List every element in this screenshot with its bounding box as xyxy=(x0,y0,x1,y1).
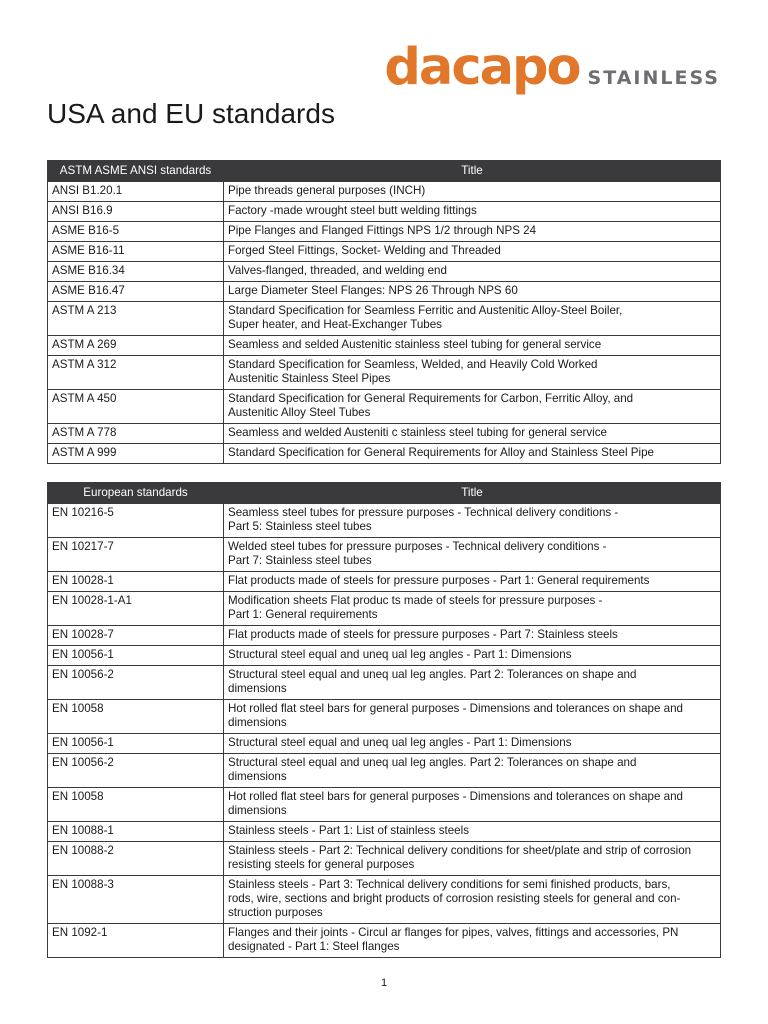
standard-title-cell: Welded steel tubes for pressure purposes - Technical delivery conditions - Part 7: Stainless steel tubes xyxy=(224,538,721,572)
standard-code-cell: ASTM A 213 xyxy=(48,302,224,336)
standard-title-cell: Standard Specification for Seamless, Welded, and Heavily Cold Worked Austenitic Stainless Steel Pipes xyxy=(224,356,721,390)
table-row xyxy=(48,302,721,336)
standard-code-cell: EN 10028-7 xyxy=(48,626,224,646)
standard-title-cell: Stainless steels - Part 2: Technical delivery conditions for sheet/plate and strip of corrosion resisting steels for general purposes xyxy=(224,842,721,876)
standard-title-cell: Seamless and selded Austenitic stainless steel tubing for general service xyxy=(224,336,721,356)
standard-code-cell: ASTM A 450 xyxy=(48,390,224,424)
standard-code-cell: ASME B16.47 xyxy=(48,282,224,302)
usa-table-body xyxy=(48,182,721,464)
table-row xyxy=(48,242,721,262)
logo-wordmark: dacapo xyxy=(384,38,580,97)
column-header-standard: ASTM ASME ANSI standards xyxy=(48,161,224,182)
standard-title-cell: Hot rolled flat steel bars for general purposes - Dimensions and tolerances on shape and dimensions xyxy=(224,700,721,734)
table-row xyxy=(48,390,721,424)
table-row xyxy=(48,222,721,242)
table-header-row xyxy=(48,161,721,182)
table-row xyxy=(48,734,721,754)
table-row xyxy=(48,626,721,646)
standard-title-cell: Standard Specification for General Requirements for Alloy and Stainless Steel Pipe xyxy=(224,444,721,464)
standard-code-cell: EN 10056-1 xyxy=(48,734,224,754)
page-number: 1 xyxy=(380,977,388,989)
standard-title-cell: Large Diameter Steel Flanges: NPS 26 Through NPS 60 xyxy=(224,282,721,302)
column-header-title: Title xyxy=(224,161,721,182)
standard-title-cell: Seamless and welded Austeniti c stainless steel tubing for general service xyxy=(224,424,721,444)
logo-subtext: STAINLESS xyxy=(587,67,720,89)
standard-title-cell: Hot rolled flat steel bars for general purposes - Dimensions and tolerances on shape and dimensions xyxy=(224,788,721,822)
standard-title-cell: Modification sheets Flat produc ts made of steels for pressure purposes - Part 1: General requirements xyxy=(224,592,721,626)
table-row xyxy=(48,876,721,924)
standard-title-cell: Pipe Flanges and Flanged Fittings NPS 1/2 through NPS 24 xyxy=(224,222,721,242)
standard-code-cell: ANSI B1.20.1 xyxy=(48,182,224,202)
standard-code-cell: EN 10088-3 xyxy=(48,876,224,924)
standard-code-cell: EN 10216-5 xyxy=(48,504,224,538)
standard-title-cell: Forged Steel Fittings, Socket- Welding and Threaded xyxy=(224,242,721,262)
table-row xyxy=(48,202,721,222)
standard-code-cell: ASTM A 312 xyxy=(48,356,224,390)
standard-title-cell: Standard Specification for General Requirements for Carbon, Ferritic Alloy, and Austenitic Alloy Steel Tubes xyxy=(224,390,721,424)
standard-title-cell: Seamless steel tubes for pressure purposes - Technical delivery conditions - Part 5: Stainless steel tubes xyxy=(224,504,721,538)
standard-code-cell: EN 1092-1 xyxy=(48,924,224,958)
table-row xyxy=(48,504,721,538)
standard-title-cell: Structural steel equal and uneq ual leg angles. Part 2: Tolerances on shape and dimensions xyxy=(224,754,721,788)
standard-code-cell: EN 10028-1 xyxy=(48,572,224,592)
standard-title-cell: Valves-flanged, threaded, and welding end xyxy=(224,262,721,282)
table-row xyxy=(48,538,721,572)
table-row xyxy=(48,842,721,876)
standard-title-cell: Flat products made of steels for pressure purposes - Part 7: Stainless steels xyxy=(224,626,721,646)
dacapo-stainless-logo xyxy=(384,38,720,97)
standard-title-cell: Flanges and their joints - Circul ar flanges for pipes, valves, fittings and accessories, PN designated - Part 1: Steel flanges xyxy=(224,924,721,958)
standard-code-cell: ASTM A 778 xyxy=(48,424,224,444)
table-row xyxy=(48,182,721,202)
standard-title-cell: Structural steel equal and uneq ual leg angles - Part 1: Dimensions xyxy=(224,646,721,666)
column-header-title: Title xyxy=(224,483,721,504)
standard-code-cell: EN 10028-1-A1 xyxy=(48,592,224,626)
table-row xyxy=(48,646,721,666)
standard-title-cell: Stainless steels - Part 1: List of stainless steels xyxy=(224,822,721,842)
standard-code-cell: ASME B16-11 xyxy=(48,242,224,262)
standard-title-cell: Stainless steels - Part 3: Technical delivery conditions for semi finished products, bars, rods, wire, sections and bright products of corrosion resisting steels for general and con- struction purposes xyxy=(224,876,721,924)
table-row xyxy=(48,336,721,356)
standard-title-cell: Standard Specification for Seamless Ferritic and Austenitic Alloy-Steel Boiler, Super heater, and Heat-Exchanger Tubes xyxy=(224,302,721,336)
table-row xyxy=(48,356,721,390)
table-row xyxy=(48,444,721,464)
standard-code-cell: EN 10058 xyxy=(48,700,224,734)
usa-standards-table xyxy=(47,160,721,464)
standard-code-cell: EN 10088-2 xyxy=(48,842,224,876)
table-row xyxy=(48,282,721,302)
standard-code-cell: ASME B16-5 xyxy=(48,222,224,242)
standard-code-cell: EN 10056-2 xyxy=(48,754,224,788)
table-row xyxy=(48,262,721,282)
standard-title-cell: Pipe threads general purposes (INCH) xyxy=(224,182,721,202)
table-row xyxy=(48,754,721,788)
table-row xyxy=(48,666,721,700)
page-title: USA and EU standards xyxy=(47,98,335,129)
table-row xyxy=(48,572,721,592)
eu-table-body xyxy=(48,504,721,958)
table-row xyxy=(48,924,721,958)
standard-code-cell: EN 10056-1 xyxy=(48,646,224,666)
column-header-standard: European standards xyxy=(48,483,224,504)
standard-title-cell: Factory -made wrought steel butt welding fittings xyxy=(224,202,721,222)
standard-code-cell: EN 10058 xyxy=(48,788,224,822)
table-row xyxy=(48,700,721,734)
table-row xyxy=(48,788,721,822)
standard-code-cell: EN 10088-1 xyxy=(48,822,224,842)
standard-title-cell: Structural steel equal and uneq ual leg angles - Part 1: Dimensions xyxy=(224,734,721,754)
table-row xyxy=(48,424,721,444)
standard-code-cell: EN 10217-7 xyxy=(48,538,224,572)
standard-code-cell: ANSI B16.9 xyxy=(48,202,224,222)
table-row xyxy=(48,822,721,842)
standard-code-cell: ASTM A 269 xyxy=(48,336,224,356)
table-row xyxy=(48,592,721,626)
standard-title-cell: Structural steel equal and uneq ual leg angles. Part 2: Tolerances on shape and dimensions xyxy=(224,666,721,700)
european-standards-table xyxy=(47,482,721,958)
table-header-row xyxy=(48,483,721,504)
standard-code-cell: ASME B16.34 xyxy=(48,262,224,282)
standard-code-cell: ASTM A 999 xyxy=(48,444,224,464)
standard-title-cell: Flat products made of steels for pressure purposes - Part 1: General requirements xyxy=(224,572,721,592)
standard-code-cell: EN 10056-2 xyxy=(48,666,224,700)
